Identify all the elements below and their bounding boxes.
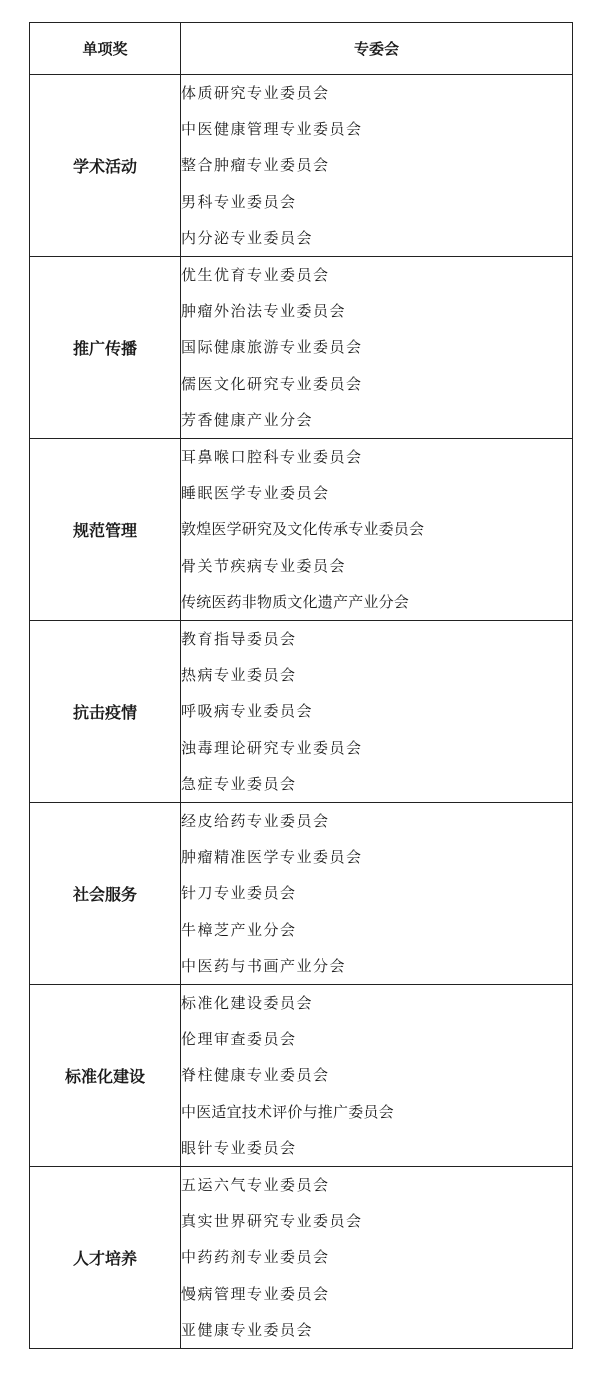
table-row [30,985,573,1167]
award-name: 社会服务 [30,803,181,985]
table-row [30,1167,573,1349]
committee-item: 牛樟芝产业分会 [181,920,297,939]
table-row [30,257,573,439]
committee-list [181,803,573,985]
committee-item: 脊柱健康专业委员会 [181,1066,330,1085]
committee-item: 传统医药非物质文化遗产产业分会 [181,592,410,611]
header-row [30,23,573,75]
committee-list [181,621,573,803]
committee-item: 优生优育专业委员会 [181,266,330,284]
committee-item: 儒医文化研究专业委员会 [181,374,363,393]
committee-item: 芳香健康产业分会 [181,410,314,429]
committee-list [181,439,573,621]
committee-item: 伦理审查委员会 [181,1030,297,1049]
committee-item: 肿瘤精准医学专业委员会 [181,848,363,867]
committee-list [181,985,573,1167]
committee-item: 中医药与书画产业分会 [181,956,347,975]
committee-item: 呼吸病专业委员会 [181,702,314,721]
committee-item: 浊毒理论研究专业委员会 [181,738,363,757]
committee-item: 骨关节疾病专业委员会 [181,556,347,575]
committee-list [181,257,573,439]
table-row [30,75,573,257]
committee-item: 慢病管理专业委员会 [181,1284,330,1303]
committee-item: 睡眠医学专业委员会 [181,484,330,503]
committee-item: 男科专业委员会 [181,192,297,211]
award-name: 推广传播 [30,257,181,439]
committee-item: 中药药剂专业委员会 [181,1248,330,1267]
committee-list [181,75,573,257]
header-committee: 专委会 [181,23,573,75]
award-name: 人才培养 [30,1167,181,1349]
committee-item: 急症专业委员会 [181,774,297,793]
table-row [30,803,573,985]
award-name: 抗击疫情 [30,621,181,803]
committee-item: 教育指导委员会 [181,630,297,648]
committee-item: 体质研究专业委员会 [181,84,330,102]
committee-item: 整合肿瘤专业委员会 [181,156,330,175]
committee-item: 眼针专业委员会 [181,1138,297,1157]
award-name: 规范管理 [30,439,181,621]
committee-item: 敦煌医学研究及文化传承专业委员会 [181,520,425,539]
header-award: 单项奖 [30,23,181,75]
committee-item: 五运六气专业委员会 [181,1176,330,1194]
table-row [30,621,573,803]
committee-item: 中医健康管理专业委员会 [181,120,363,139]
committee-item: 国际健康旅游专业委员会 [181,338,363,357]
award-name: 标准化建设 [30,985,181,1167]
awards-table [29,22,573,1349]
committee-item: 经皮给药专业委员会 [181,812,330,830]
committee-item: 真实世界研究专业委员会 [181,1212,363,1231]
committee-item: 内分泌专业委员会 [181,228,314,247]
committee-item: 耳鼻喉口腔科专业委员会 [181,448,363,466]
committee-item: 肿瘤外治法专业委员会 [181,302,347,321]
committee-list [181,1167,573,1349]
committee-item: 标准化建设委员会 [181,994,314,1012]
committee-item: 热病专业委员会 [181,666,297,685]
committee-item: 针刀专业委员会 [181,884,297,903]
table-row [30,439,573,621]
committee-item: 中医适宜技术评价与推广委员会 [181,1102,394,1121]
committee-item: 亚健康专业委员会 [181,1320,314,1339]
award-name: 学术活动 [30,75,181,257]
